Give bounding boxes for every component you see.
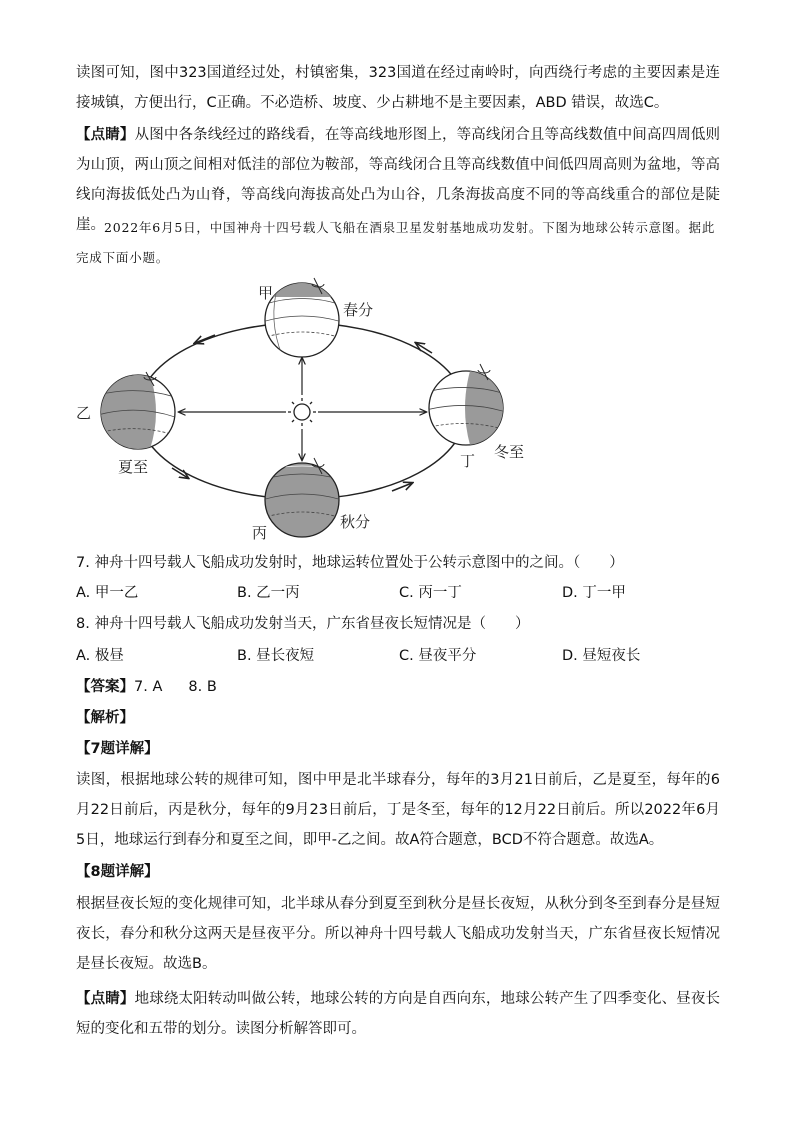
- label-spring-equinox: 春分: [343, 301, 374, 319]
- question-8-option-b: B. 昼长夜短: [237, 648, 315, 664]
- question-7-option-b: B. 乙一丙: [237, 585, 300, 601]
- sun-rays: [179, 358, 426, 460]
- label-autumn-equinox: 秋分: [340, 513, 371, 531]
- tip-tag: 【点睛】: [76, 127, 135, 143]
- answer-8: 8. B: [188, 679, 217, 695]
- answer-7: 7. A: [134, 679, 163, 695]
- question-8-option-a: A. 极昼: [76, 648, 124, 664]
- tip-heading: 【点睛】: [76, 991, 135, 1007]
- label-jia: 甲: [258, 284, 274, 302]
- label-yi: 乙: [76, 404, 92, 422]
- globe-jia: [262, 278, 342, 357]
- question-7-option-d: D. 丁一甲: [562, 585, 626, 601]
- question-8-option-c: C. 昼夜平分: [399, 648, 477, 664]
- tip-body: 地球绕太阳转动叫做公转，地球公转的方向是自西向东，地球公转产生了四季变化、昼夜长短的变化和五带的划分。读图分析解答即可。: [76, 991, 721, 1037]
- tip-text: 从图中各条线经过的路线看，在等高线地形图上，等高线闭合且等高线数值中间高四周低则为山顶，两山顶之间相对低洼的部位为鞍部，等高线闭合且等高线数值中间低四周高则为盆地，等高线向海拔低处凸为山脊，等高线向海拔高处凸为山谷，几条海拔高度不同的等高线重合的部位是陡崖。: [76, 127, 721, 233]
- label-bing: 丙: [252, 524, 268, 542]
- question-7-option-c: C. 丙一丁: [399, 585, 462, 601]
- globe-yi: [98, 372, 178, 449]
- orbit-arrow-icon: [195, 335, 215, 343]
- detail-7-text: 读图，根据地球公转的规律可知，图中甲是北半球春分，每年的3月21日前后，乙是夏至，每年的6月22日前后，丙是秋分，每年的9月23日前后，丁是冬至，每年的12月22日前后。所以2022年6月5日，地球运行到春分和夏至之间，即甲-乙之间。故A符合题意，BCD不符合题意。故选A。: [76, 772, 720, 848]
- tip-paragraph: [76, 984, 720, 1044]
- globe-ding: [426, 364, 506, 445]
- paragraph-explanation: 读图可知，图中323国道经过处，村镇密集，323国道在经过南岭时，向西绕行考虑的主要因素是连接城镇，方便出行，C正确。不必造桥、坡度、少占耕地不是主要因素，ABD 错误，故选C。: [76, 65, 720, 111]
- question-intro: 2022年6月5日，中国神舟十四号载人飞船在酒泉卫星发射基地成功发射。下图为地球公转示意图。据此完成下面小题。: [76, 220, 716, 265]
- answer-line: [76, 677, 217, 697]
- answer-tag: 【答案】: [76, 679, 134, 695]
- label-summer-solstice: 夏至: [118, 458, 149, 476]
- question-8-stem: 8. 神舟十四号载人飞船成功发射当天，广东省昼夜长短情况是（ ）: [76, 616, 530, 632]
- question-7-stem: 7. 神舟十四号载人飞船成功发射时，地球运转位置处于公转示意图中的之间。（ ）: [76, 555, 624, 571]
- label-winter-solstice: 冬至: [494, 443, 525, 461]
- label-ding: 丁: [460, 452, 476, 470]
- question-8-option-d: D. 昼短夜长: [562, 648, 641, 664]
- analysis-heading: 【解析】: [76, 710, 134, 726]
- detail-8-heading: 【8题详解】: [76, 864, 159, 880]
- question-7-option-a: A. 甲一乙: [76, 585, 139, 601]
- globe-bing: [262, 458, 342, 537]
- sun-icon: [288, 398, 316, 426]
- detail-7-heading: 【7题详解】: [76, 741, 159, 757]
- detail-8-text: 根据昼夜长短的变化规律可知，北半球从春分到夏至到秋分是昼长夜短，从秋分到冬至到春分是昼短夜长，春分和秋分这两天是昼夜平分。所以神舟十四号载人飞船成功发射当天，广东省昼夜长短情况是昼长夜短。故选B。: [76, 896, 720, 972]
